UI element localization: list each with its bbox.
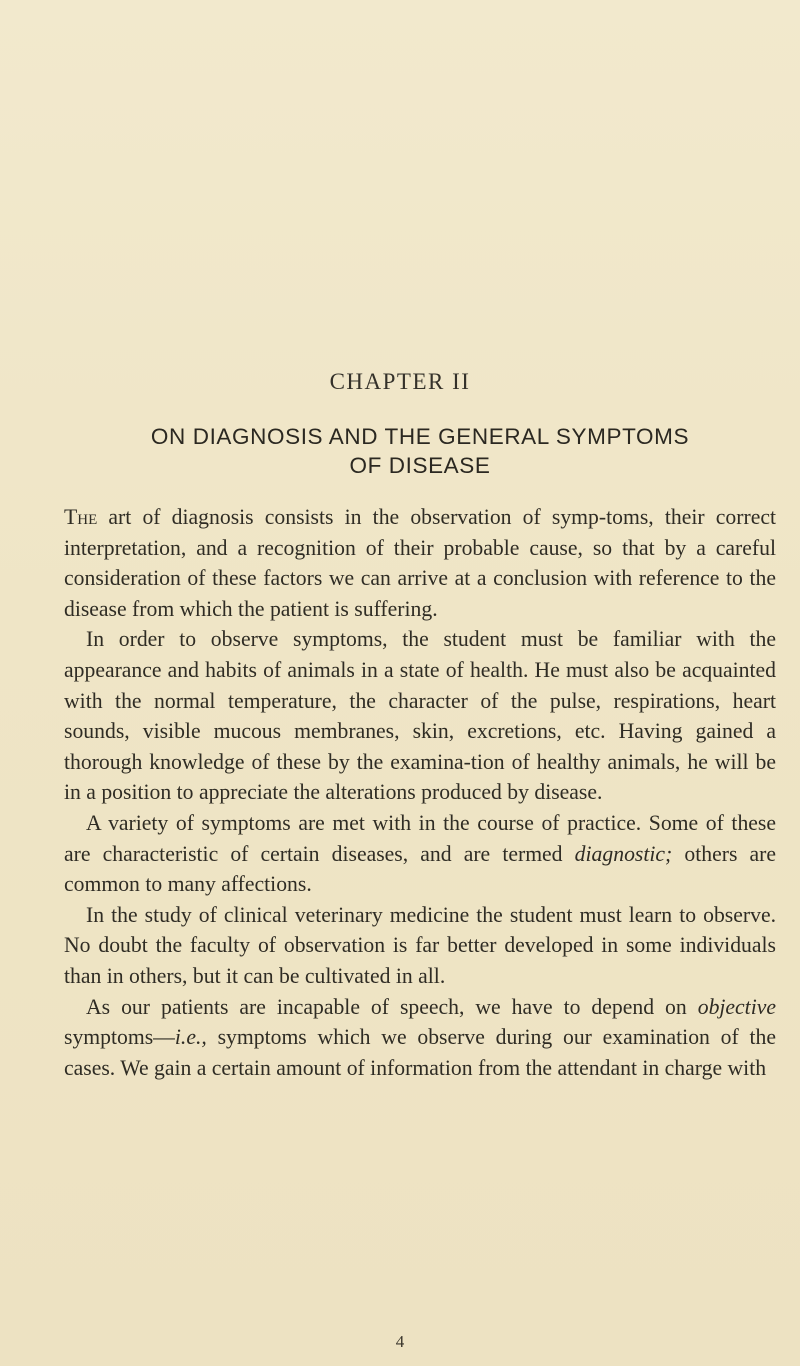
italic-term: i.e., [174, 1025, 207, 1050]
body-text [64, 502, 776, 1083]
chapter-title-line: OF DISEASE [349, 453, 491, 478]
page-number: 4 [395, 1332, 405, 1351]
paragraph: In the study of clinical veterinary medicine the student must learn to observe. No doubt the faculty of observation is far better developed in some individuals than in others, but it can be cultivated in all. [64, 902, 776, 988]
paragraph: A variety of symptoms are met with in the course of practice. Some of these are characteristic of certain diseases, and are termed diagnostic; others are common to many affections. [64, 810, 777, 897]
paragraph: In order to observe symptoms, the student must be familiar with the appearance and habits of animals in a state of health. He must also be acquainted with the normal temperature, the character of the pulse, respirations, heart sounds, visible mucous membranes, skin, excretions, etc. Having gained a thorough knowledge of these by the examina-tion of healthy animals, he will be in a position to appreciate the alterations produced by disease. [64, 627, 776, 805]
paragraph: The art of diagnosis consists in the observation of symp-toms, their correct interpretation, and a recognition of their probable cause, so that by a careful consideration of these factors we can arrive at a conclusion with reference to the disease from which the patient is suffering. [64, 505, 776, 621]
paragraph: As our patients are incapable of speech, we have to depend on objective symptoms—i.e., symptoms which we observe during our examination of the cases. We gain a certain amount of information from the attendant in charge with [64, 994, 776, 1080]
chapter-title [90, 422, 750, 480]
italic-term: diagnostic; [574, 841, 673, 866]
italic-term: objective [697, 994, 776, 1019]
paragraph-lead-word: The [64, 505, 98, 529]
chapter-title-line: ON DIAGNOSIS AND THE GENERAL SYMPTOMS [150, 424, 690, 449]
chapter-heading: CHAPTER II [329, 369, 471, 394]
